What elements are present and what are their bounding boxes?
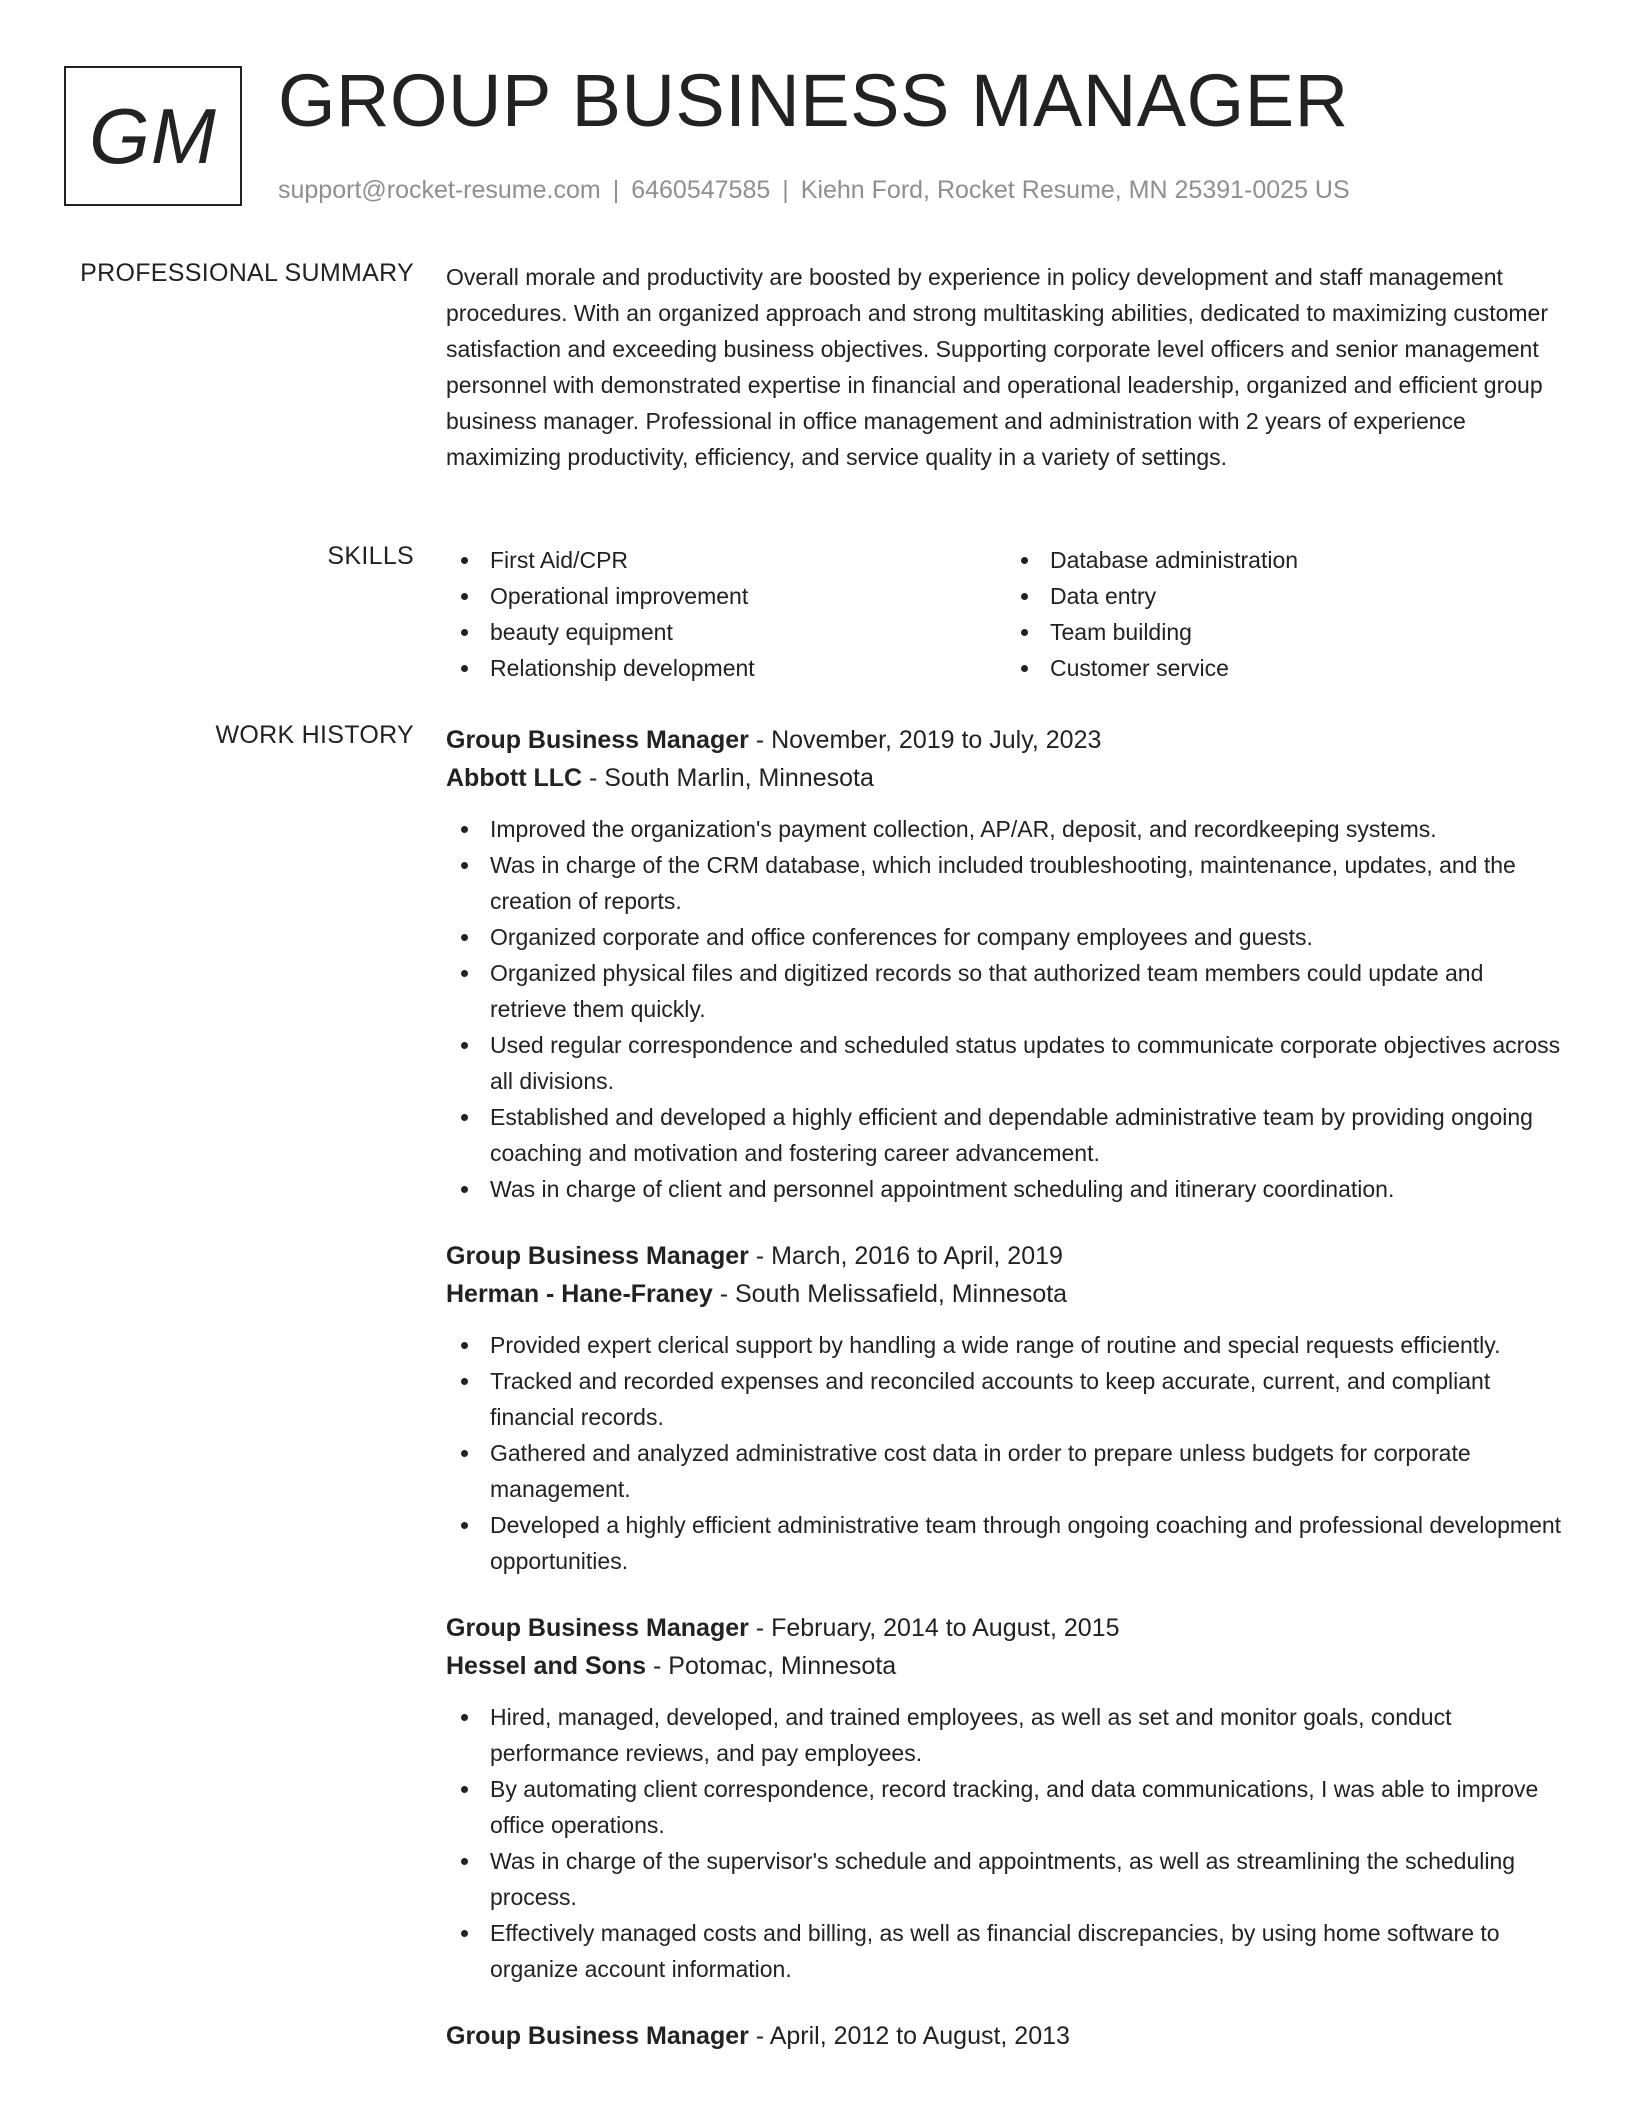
job-location: South Marlin, Minnesota <box>604 764 874 792</box>
work-history-body <box>446 721 1566 2085</box>
skill-item: Data entry <box>1050 578 1566 614</box>
skills-body <box>446 542 1566 686</box>
job-location: South Melissafield, Minnesota <box>734 1280 1068 1308</box>
job-bullet: Effectively managed costs and billing, as well as financial discrepancies, by using home software to organize account information. <box>490 1915 1566 1987</box>
job-bullet: Was in charge of the CRM database, which included troubleshooting, maintenance, updates, and the creation of reports. <box>490 847 1566 919</box>
job-bullet: Hired, managed, developed, and trained employees, as well as set and monitor goals, conduct performance reviews, and pay employees. <box>490 1699 1566 1771</box>
job-company: Hessel and Sons <box>446 1652 647 1680</box>
job-bullet-list <box>446 811 1566 1207</box>
job-bullet: Established and developed a highly efficient and dependable administrative team by providing ongoing coaching and motivation and fostering career advancement. <box>490 1099 1566 1171</box>
job-bullet: Was in charge of the supervisor's schedule and appointments, as well as streamlining the scheduling process. <box>490 1843 1566 1915</box>
candidate-name: GROUP BUSINESS MANAGER <box>278 59 1349 142</box>
contact-separator: | <box>612 176 620 204</box>
skill-item: beauty equipment <box>490 614 1006 650</box>
job-entry <box>446 2017 1566 2055</box>
job-bullet: Organized physical files and digitized records so that authorized team members could update and retrieve them quickly. <box>490 955 1566 1027</box>
job-bullet: By automating client correspondence, record tracking, and data communications, I was able to improve office operations. <box>490 1771 1566 1843</box>
skill-item: Team building <box>1050 614 1566 650</box>
job-title: Group Business Manager <box>446 2022 749 2050</box>
section-heading-work-history: WORK HISTORY <box>215 721 414 749</box>
skill-item: Relationship development <box>490 650 1006 686</box>
job-dates: November, 2019 to July, 2023 <box>771 726 1102 754</box>
job-dates: March, 2016 to April, 2019 <box>771 1242 1063 1270</box>
job-entry <box>446 1609 1566 1987</box>
job-company-line <box>446 759 1566 797</box>
summary-body <box>446 259 1566 475</box>
job-entry <box>446 721 1566 1207</box>
job-bullet: Organized corporate and office conferences for company employees and guests. <box>490 919 1566 955</box>
job-separator: - <box>748 1614 772 1642</box>
skill-item: Customer service <box>1050 650 1566 686</box>
job-title-line <box>446 721 1566 759</box>
contact-phone[interactable]: 6460547585 <box>631 176 771 204</box>
job-title-line <box>446 1609 1566 1647</box>
monogram-initials: GM <box>89 91 217 180</box>
job-bullet: Developed a highly efficient administrative team through ongoing coaching and professional development opportunities. <box>490 1507 1566 1579</box>
job-bullet: Was in charge of client and personnel appointment scheduling and itinerary coordination. <box>490 1171 1566 1207</box>
job-bullet: Provided expert clerical support by handling a wide range of routine and special requests efficiently. <box>490 1327 1566 1363</box>
job-bullet: Improved the organization's payment collection, AP/AR, deposit, and recordkeeping systems. <box>490 811 1566 847</box>
job-dates: February, 2014 to August, 2015 <box>771 1614 1120 1642</box>
job-title: Group Business Manager <box>446 726 749 754</box>
skills-list-left <box>446 542 1006 686</box>
job-bullet: Tracked and recorded expenses and reconciled accounts to keep accurate, current, and compliant financial records. <box>490 1363 1566 1435</box>
job-separator: - <box>748 1242 772 1270</box>
monogram-box <box>64 66 242 206</box>
job-company: Abbott LLC <box>446 764 583 792</box>
job-title: Group Business Manager <box>446 1614 749 1642</box>
section-heading-skills: SKILLS <box>327 542 414 570</box>
job-dates: April, 2012 to August, 2013 <box>769 2022 1070 2050</box>
contact-address: Kiehn Ford, Rocket Resume, MN 25391-0025 US <box>800 176 1350 204</box>
contact-email[interactable]: support@rocket-resume.com <box>278 176 601 204</box>
job-separator: - <box>748 2022 770 2050</box>
contact-line <box>278 176 1350 205</box>
job-entry <box>446 1237 1566 1579</box>
job-company: Herman - Hane-Franey <box>446 1280 713 1308</box>
job-title: Group Business Manager <box>446 1242 749 1270</box>
summary-text: Overall morale and productivity are boosted by experience in policy development and staff management procedures. With an organized approach and strong multitasking abilities, dedicated to maximizing customer satisfaction and exceeding business objectives. Supporting corporate level officers and senior management personnel with demonstrated expertise in financial and operational leadership, organized and efficient group business manager. Professional in office management and administration with 2 years of experience maximizing productivity, efficiency, and service quality in a variety of settings. <box>446 264 1549 470</box>
job-company-line <box>446 1275 1566 1313</box>
job-title-line <box>446 1237 1566 1275</box>
skill-item: Database administration <box>1050 542 1566 578</box>
job-bullet: Gathered and analyzed administrative cost data in order to prepare unless budgets for corporate management. <box>490 1435 1566 1507</box>
job-bullet-list <box>446 1699 1566 1987</box>
job-location: Potomac, Minnesota <box>668 1652 897 1680</box>
section-heading-summary: PROFESSIONAL SUMMARY <box>80 259 414 287</box>
skills-columns <box>446 542 1566 686</box>
job-separator: - <box>646 1652 669 1680</box>
job-bullet: Used regular correspondence and scheduled status updates to communicate corporate objectives across all divisions. <box>490 1027 1566 1099</box>
job-separator: - <box>712 1280 735 1308</box>
job-separator: - <box>582 764 605 792</box>
job-company-line <box>446 1647 1566 1685</box>
skill-item: First Aid/CPR <box>490 542 1006 578</box>
job-bullet-list <box>446 1327 1566 1579</box>
skill-item: Operational improvement <box>490 578 1006 614</box>
contact-separator: | <box>782 176 789 204</box>
skills-list-right <box>1006 542 1566 686</box>
job-title-line <box>446 2017 1566 2055</box>
job-separator: - <box>748 726 772 754</box>
